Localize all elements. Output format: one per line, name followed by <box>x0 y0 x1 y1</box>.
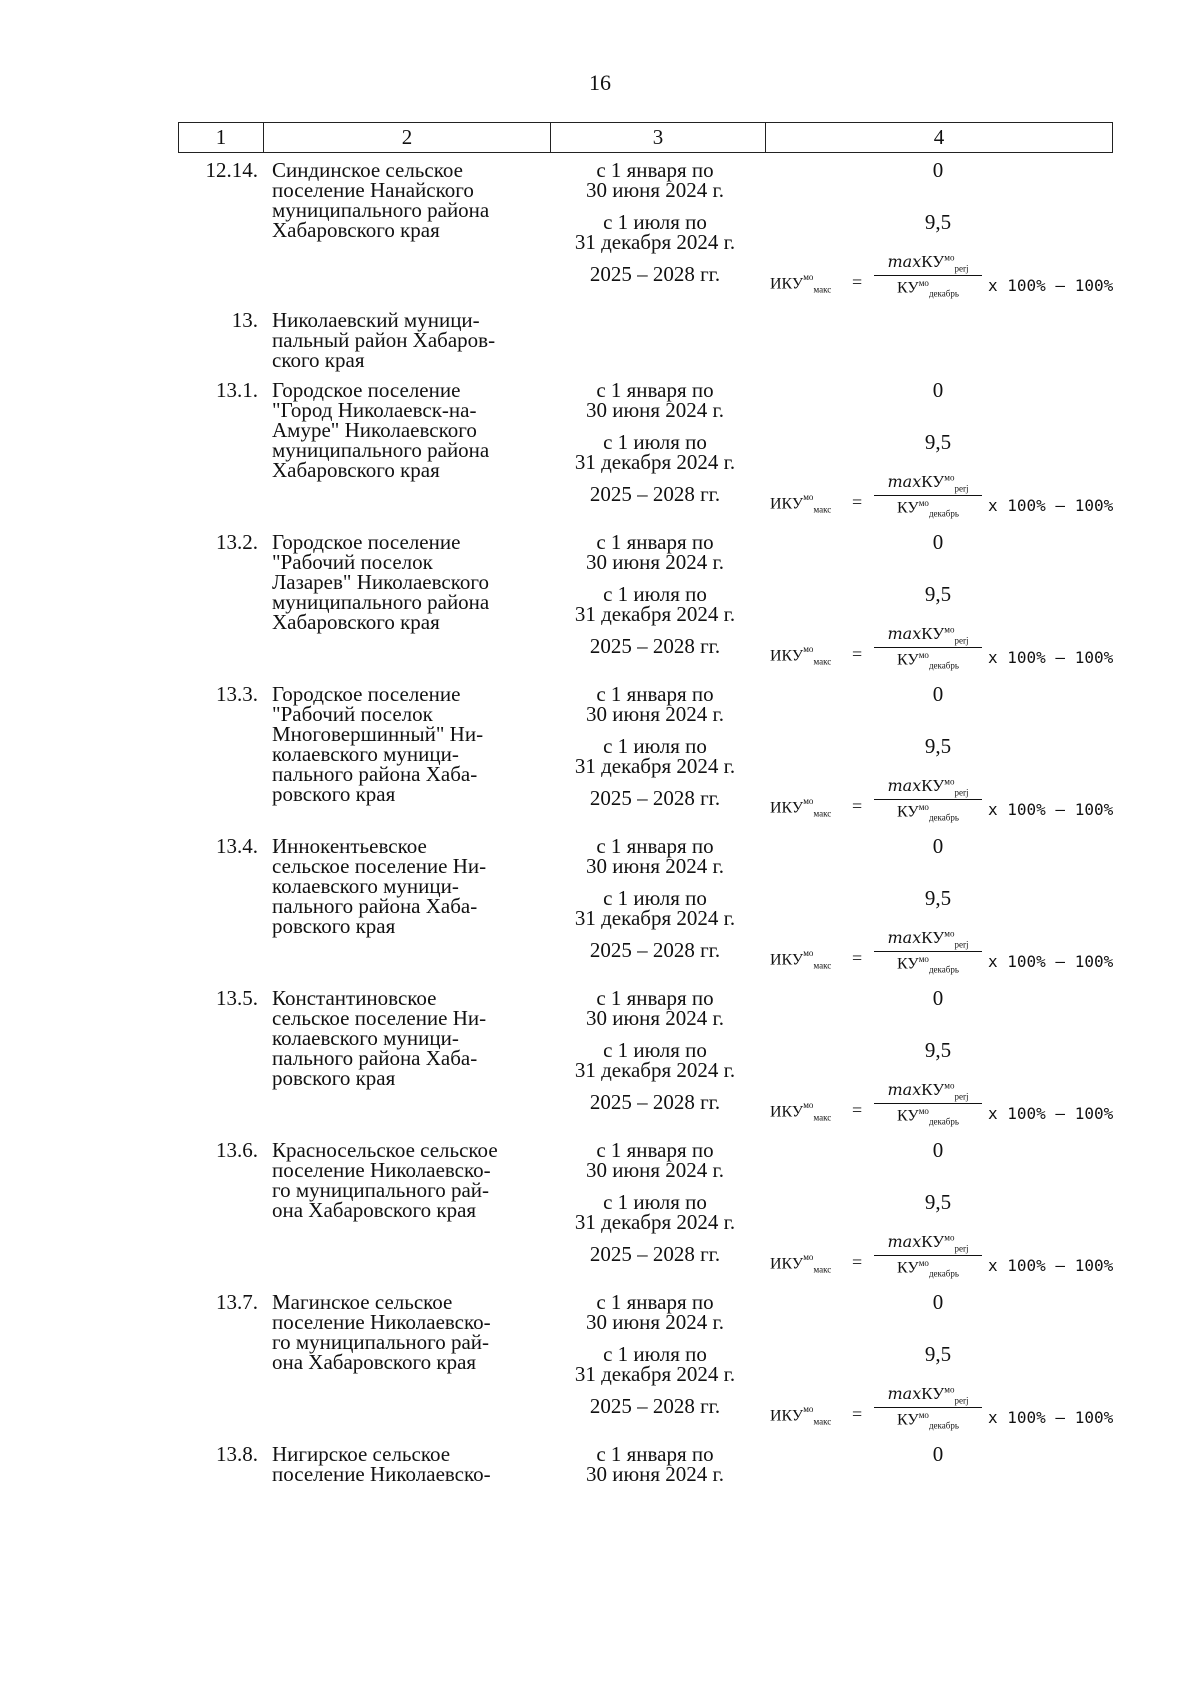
period-first-half-2024 <box>545 684 765 724</box>
settlement-name <box>272 684 542 804</box>
period-second-half-2024 <box>545 888 765 928</box>
period-second-half-2024 <box>545 212 765 252</box>
index-formula <box>770 252 1130 308</box>
settlement-name-line: "Город Николаевск-на- <box>272 398 477 422</box>
page-number: 16 <box>589 70 611 95</box>
row-number: 13.4. <box>216 834 258 858</box>
formula-equals: = <box>852 948 863 968</box>
formula-equals: = <box>852 492 863 512</box>
row-number: 13.6. <box>216 1138 258 1162</box>
row-number: 13.5. <box>216 986 258 1010</box>
period-line: с 1 июля по <box>603 582 707 606</box>
period-line: с 1 июля по <box>603 210 707 234</box>
period-second-half-2024 <box>545 1040 765 1080</box>
period-line: 30 июня 2024 г. <box>585 550 725 574</box>
settlement-name-line: Амуре" Николаевского <box>272 418 477 442</box>
period-line: с 1 июля по <box>603 430 707 454</box>
settlement-name-line: Лазарев" Николаевского <box>272 570 489 594</box>
settlement-name-line: поселение Николаевско- <box>272 1462 491 1486</box>
settlement-name-line: Нигирское сельское <box>272 1442 451 1466</box>
period-line: с 1 января по <box>596 1442 714 1466</box>
value-second-half: 9,5 <box>924 430 952 454</box>
period-line: с 1 января по <box>596 378 714 402</box>
value-second-half: 9,5 <box>924 582 952 606</box>
value-first-half: 0 <box>932 158 944 182</box>
period-second-half-2024 <box>545 1344 765 1384</box>
period-line: 30 июня 2024 г. <box>585 178 725 202</box>
value-second-half: 9,5 <box>924 1342 952 1366</box>
index-formula <box>770 928 1130 984</box>
header-col-2: 2 <box>264 123 551 153</box>
index-formula <box>770 624 1130 680</box>
settlement-name <box>272 836 542 936</box>
settlement-name <box>272 160 542 240</box>
row-number: 12.14. <box>205 158 258 182</box>
formula-fraction <box>874 928 982 975</box>
formula-lhs: $ИКУ^{мо}_{макс}$ <box>770 796 832 819</box>
row-number: 13.8. <box>216 1442 258 1466</box>
period-line: с 1 июля по <box>603 1038 707 1062</box>
header-col-4: 4 <box>766 123 1113 153</box>
period-first-half-2024 <box>545 836 765 876</box>
row-number: 13.1. <box>216 378 258 402</box>
value-second-half: 9,5 <box>924 886 952 910</box>
value-first-half: 0 <box>932 682 944 706</box>
period-2025-2028: 2025 – 2028 гг. <box>589 262 721 286</box>
period-first-half-2024 <box>545 1292 765 1332</box>
index-formula <box>770 472 1130 528</box>
value-second-half: 9,5 <box>924 1190 952 1214</box>
settlement-name-line: пальный район Хабаров- <box>272 328 496 352</box>
settlement-name-line: Николаевский муници- <box>272 308 480 332</box>
index-formula <box>770 776 1130 832</box>
formula-rhs: x 100% – 100% <box>988 1408 1114 1427</box>
formula-rhs: x 100% – 100% <box>988 648 1114 667</box>
formula-rhs: x 100% – 100% <box>988 496 1114 515</box>
settlement-name <box>272 310 542 370</box>
settlement-name-line: сельское поселение Ни- <box>272 1006 487 1030</box>
value-first-half: 0 <box>932 1442 944 1466</box>
settlement-name-line: ровского края <box>272 782 396 806</box>
formula-denominator: $КУ^{мо}_{декабрь}$ <box>897 1106 959 1127</box>
period-line: 31 декабря 2024 г. <box>574 754 736 778</box>
settlement-name-line: Городское поселение <box>272 530 461 554</box>
formula-fraction <box>874 624 982 671</box>
settlement-name-line: Многовершинный" Ни- <box>272 722 484 746</box>
period-2025-2028: 2025 – 2028 гг. <box>589 1394 721 1418</box>
formula-numerator: maxКУ$^{мо}_{perj}$ <box>874 472 982 496</box>
settlement-name-line: ровского края <box>272 914 396 938</box>
settlement-name-line: "Рабочий поселок <box>272 702 433 726</box>
formula-lhs: $ИКУ^{мо}_{макс}$ <box>770 1404 832 1427</box>
formula-fraction <box>874 252 982 299</box>
formula-equals: = <box>852 1252 863 1272</box>
settlement-name-line: ского края <box>272 348 365 372</box>
period-line: 30 июня 2024 г. <box>585 702 725 726</box>
period-first-half-2024 <box>545 160 765 200</box>
period-line: с 1 июля по <box>603 886 707 910</box>
formula-rhs: x 100% – 100% <box>988 1256 1114 1275</box>
settlement-name-line: колаевского муници- <box>272 742 459 766</box>
formula-lhs: $ИКУ^{мо}_{макс}$ <box>770 644 832 667</box>
period-second-half-2024 <box>545 432 765 472</box>
formula-rhs: x 100% – 100% <box>988 276 1114 295</box>
settlement-name-line: Константиновское <box>272 986 437 1010</box>
formula-fraction <box>874 1080 982 1127</box>
period-line: 31 декабря 2024 г. <box>574 230 736 254</box>
period-line: 31 декабря 2024 г. <box>574 906 736 930</box>
period-line: с 1 января по <box>596 158 714 182</box>
settlement-name-line: Хабаровского края <box>272 610 440 634</box>
period-line: 30 июня 2024 г. <box>585 1006 725 1030</box>
formula-denominator: $КУ^{мо}_{декабрь}$ <box>897 1410 959 1431</box>
period-first-half-2024 <box>545 1444 765 1484</box>
value-first-half: 0 <box>932 1138 944 1162</box>
formula-numerator: maxКУ$^{мо}_{perj}$ <box>874 252 982 276</box>
settlement-name-line: муниципального района <box>272 438 490 462</box>
settlement-name-line: го муниципального рай- <box>272 1330 490 1354</box>
formula-rhs: x 100% – 100% <box>988 952 1114 971</box>
settlement-name-line: ровского края <box>272 1066 396 1090</box>
value-first-half: 0 <box>932 834 944 858</box>
settlement-name-line: Магинское сельское <box>272 1290 453 1314</box>
value-first-half: 0 <box>932 1290 944 1314</box>
period-second-half-2024 <box>545 1192 765 1232</box>
formula-equals: = <box>852 796 863 816</box>
value-first-half: 0 <box>932 986 944 1010</box>
period-line: с 1 января по <box>596 682 714 706</box>
formula-denominator: $КУ^{мо}_{декабрь}$ <box>897 954 959 975</box>
settlement-name-line: она Хабаровского края <box>272 1198 477 1222</box>
period-line: с 1 января по <box>596 530 714 554</box>
formula-fraction <box>874 1384 982 1431</box>
period-line: 31 декабря 2024 г. <box>574 1058 736 1082</box>
index-formula <box>770 1232 1130 1288</box>
settlement-name-line: Красносельское сельское <box>272 1138 498 1162</box>
formula-lhs: $ИКУ^{мо}_{макс}$ <box>770 948 832 971</box>
period-line: 31 декабря 2024 г. <box>574 1362 736 1386</box>
formula-denominator: $КУ^{мо}_{декабрь}$ <box>897 1258 959 1279</box>
settlement-name <box>272 1444 542 1484</box>
settlement-name <box>272 380 542 480</box>
period-line: 30 июня 2024 г. <box>585 398 725 422</box>
value-first-half: 0 <box>932 530 944 554</box>
settlement-name-line: сельское поселение Ни- <box>272 854 487 878</box>
settlement-name-line: Иннокентьевское <box>272 834 427 858</box>
period-second-half-2024 <box>545 584 765 624</box>
row-number: 13.2. <box>216 530 258 554</box>
settlement-name-line: пального района Хаба- <box>272 762 478 786</box>
settlement-name-line: она Хабаровского края <box>272 1350 477 1374</box>
settlement-name-line: Городское поселение <box>272 682 461 706</box>
settlement-name <box>272 532 542 632</box>
formula-equals: = <box>852 644 863 664</box>
settlement-name-line: поселение Николаевско- <box>272 1158 491 1182</box>
formula-numerator: maxКУ$^{мо}_{perj}$ <box>874 1080 982 1104</box>
period-line: 30 июня 2024 г. <box>585 1462 725 1486</box>
settlement-name-line: поселение Нанайского <box>272 178 474 202</box>
table-header <box>178 122 1113 153</box>
formula-numerator: maxКУ$^{мо}_{perj}$ <box>874 776 982 800</box>
header-col-1: 1 <box>179 123 264 153</box>
value-second-half: 9,5 <box>924 734 952 758</box>
period-2025-2028: 2025 – 2028 гг. <box>589 938 721 962</box>
period-line: с 1 января по <box>596 1290 714 1314</box>
settlement-name-line: пального района Хаба- <box>272 894 478 918</box>
formula-lhs: $ИКУ^{мо}_{макс}$ <box>770 492 832 515</box>
index-formula <box>770 1080 1130 1136</box>
value-second-half: 9,5 <box>924 1038 952 1062</box>
settlement-name-line: Синдинское сельское <box>272 158 463 182</box>
settlement-name-line: Хабаровского края <box>272 218 440 242</box>
formula-numerator: maxКУ$^{мо}_{perj}$ <box>874 928 982 952</box>
settlement-name-line: пального района Хаба- <box>272 1046 478 1070</box>
value-first-half: 0 <box>932 378 944 402</box>
formula-numerator: maxКУ$^{мо}_{perj}$ <box>874 624 982 648</box>
period-2025-2028: 2025 – 2028 гг. <box>589 786 721 810</box>
period-line: с 1 июля по <box>603 1190 707 1214</box>
period-line: 31 декабря 2024 г. <box>574 1210 736 1234</box>
settlement-name-line: "Рабочий поселок <box>272 550 433 574</box>
settlement-name-line: муниципального района <box>272 198 490 222</box>
settlement-name-line: Хабаровского края <box>272 458 440 482</box>
formula-equals: = <box>852 1100 863 1120</box>
index-formula <box>770 1384 1130 1440</box>
period-first-half-2024 <box>545 532 765 572</box>
formula-fraction <box>874 1232 982 1279</box>
formula-lhs: $ИКУ^{мо}_{макс}$ <box>770 1100 832 1123</box>
formula-rhs: x 100% – 100% <box>988 1104 1114 1123</box>
period-2025-2028: 2025 – 2028 гг. <box>589 1090 721 1114</box>
settlement-name-line: поселение Николаевско- <box>272 1310 491 1334</box>
settlement-name-line: го муниципального рай- <box>272 1178 490 1202</box>
formula-denominator: $КУ^{мо}_{декабрь}$ <box>897 802 959 823</box>
formula-numerator: maxКУ$^{мо}_{perj}$ <box>874 1384 982 1408</box>
formula-fraction <box>874 472 982 519</box>
period-line: с 1 июля по <box>603 734 707 758</box>
row-number: 13.7. <box>216 1290 258 1314</box>
settlement-name-line: колаевского муници- <box>272 1026 459 1050</box>
period-line: с 1 января по <box>596 986 714 1010</box>
settlement-name-line: колаевского муници- <box>272 874 459 898</box>
period-line: 30 июня 2024 г. <box>585 1310 725 1334</box>
formula-lhs: $ИКУ^{мо}_{макс}$ <box>770 272 832 295</box>
formula-fraction <box>874 776 982 823</box>
period-line: 31 декабря 2024 г. <box>574 450 736 474</box>
value-second-half: 9,5 <box>924 210 952 234</box>
formula-equals: = <box>852 1404 863 1424</box>
row-number: 13.3. <box>216 682 258 706</box>
period-second-half-2024 <box>545 736 765 776</box>
period-2025-2028: 2025 – 2028 гг. <box>589 482 721 506</box>
settlement-name <box>272 1292 542 1372</box>
settlement-name-line: Городское поселение <box>272 378 461 402</box>
period-line: с 1 января по <box>596 1138 714 1162</box>
header-col-3: 3 <box>551 123 766 153</box>
period-first-half-2024 <box>545 988 765 1028</box>
period-line: с 1 января по <box>596 834 714 858</box>
period-2025-2028: 2025 – 2028 гг. <box>589 634 721 658</box>
period-line: 31 декабря 2024 г. <box>574 602 736 626</box>
formula-equals: = <box>852 272 863 292</box>
period-line: 30 июня 2024 г. <box>585 854 725 878</box>
formula-denominator: $КУ^{мо}_{декабрь}$ <box>897 278 959 299</box>
period-line: с 1 июля по <box>603 1342 707 1366</box>
period-first-half-2024 <box>545 380 765 420</box>
settlement-name <box>272 988 542 1088</box>
period-first-half-2024 <box>545 1140 765 1180</box>
period-line: 30 июня 2024 г. <box>585 1158 725 1182</box>
formula-lhs: $ИКУ^{мо}_{макс}$ <box>770 1252 832 1275</box>
formula-denominator: $КУ^{мо}_{декабрь}$ <box>897 650 959 671</box>
settlement-name <box>272 1140 542 1220</box>
settlement-name-line: муниципального района <box>272 590 490 614</box>
period-2025-2028: 2025 – 2028 гг. <box>589 1242 721 1266</box>
formula-rhs: x 100% – 100% <box>988 800 1114 819</box>
row-number: 13. <box>231 308 258 332</box>
formula-denominator: $КУ^{мо}_{декабрь}$ <box>897 498 959 519</box>
formula-numerator: maxКУ$^{мо}_{perj}$ <box>874 1232 982 1256</box>
